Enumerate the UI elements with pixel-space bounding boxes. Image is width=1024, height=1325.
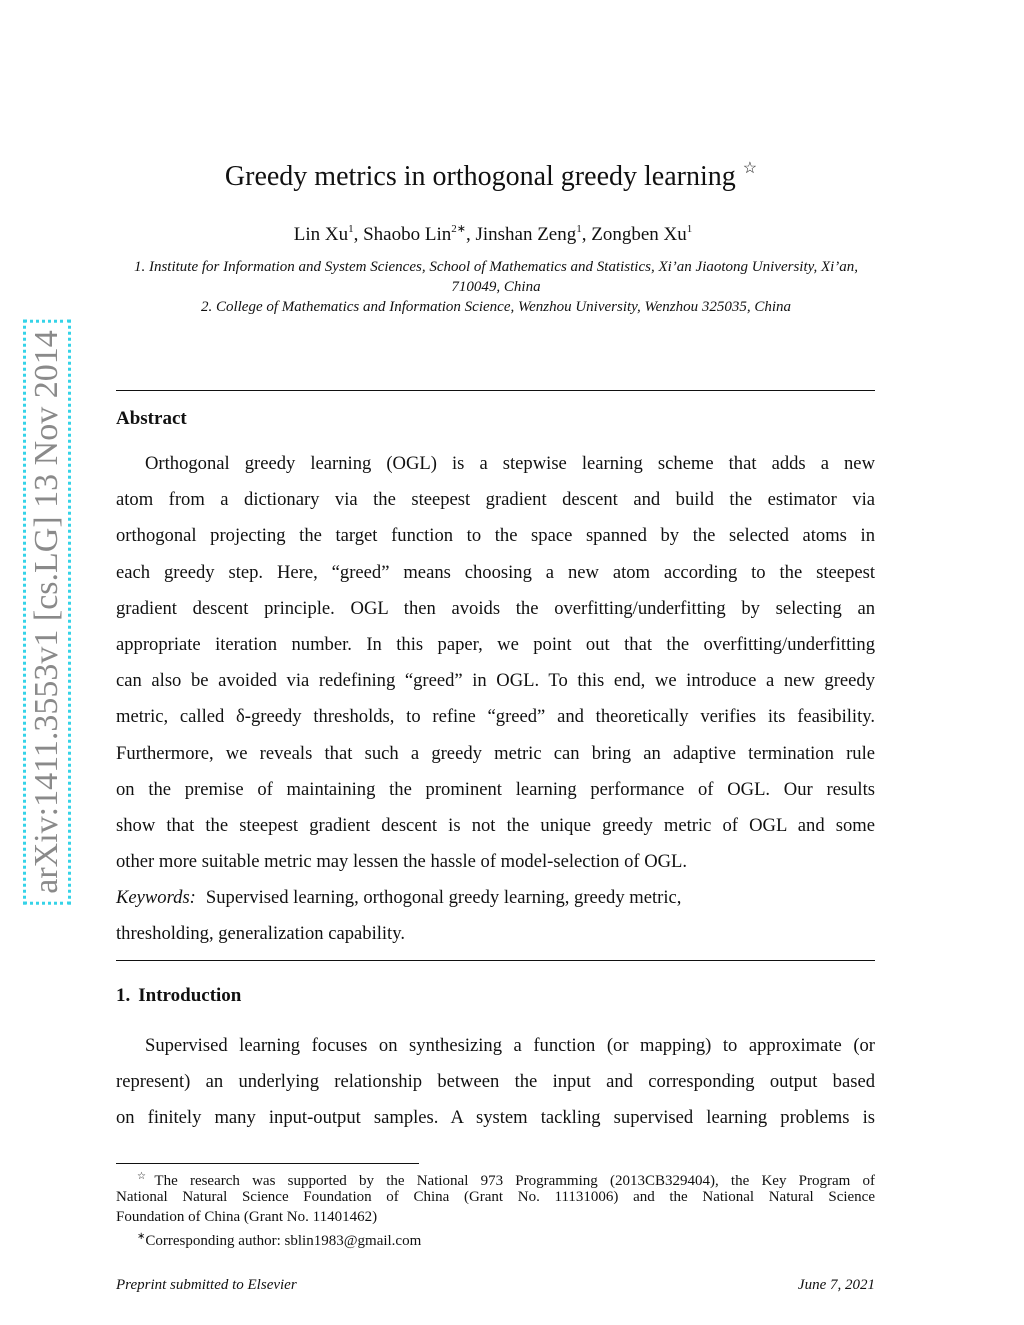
author-affiliation-mark: 1 — [348, 223, 354, 235]
intro-line: on finitely many input-output samples. A system tackling supervised learning problems is — [116, 1107, 875, 1129]
footnote-1-line: Foundation of China (Grant No. 11401462) — [116, 1209, 378, 1225]
introduction-body — [116, 1028, 875, 1137]
abstract-line: atom from a dictionary via the steepest gradient descent and build the estimator via — [116, 489, 875, 511]
author-name: Shaobo Lin — [363, 224, 452, 245]
abstract-line: show that the steepest gradient descent is not the unique greedy metric of OGL and some — [116, 814, 875, 836]
footer-preprint-note: Preprint submitted to Elsevier — [116, 1277, 297, 1293]
abstract-line: can also be avoided via redefining “greed” in OGL. To this end, we introduce a new greedy — [116, 670, 875, 692]
intro-line: Supervised learning focuses on synthesizing a function (or mapping) to approximate (or — [145, 1035, 875, 1056]
abstract-top-rule — [116, 390, 875, 391]
footnote-1-line — [116, 1167, 875, 1187]
keywords-line-2: thresholding, generalization capability. — [116, 923, 405, 945]
abstract-line: each greedy step. Here, “greed” means choosing a new atom according to the steepest — [116, 561, 875, 583]
abstract-bottom-rule — [116, 960, 875, 961]
abstract-body — [116, 446, 875, 880]
author-list: Lin Xu$^1$, Shaobo Lin$^{2∗}$, Jinshan Zeng$^1$, Zongben Xu$^1$ — [293, 223, 693, 245]
abstract-line: Orthogonal greedy learning (OGL) is a stepwise learning scheme that adds a new — [145, 453, 875, 474]
author-affiliation-mark: 1 — [576, 223, 582, 235]
footnote-1-mark: ☆ — [137, 1171, 155, 1182]
keywords-line-1 — [116, 880, 875, 916]
footer-date: June 7, 2021 — [797, 1277, 875, 1293]
author-affiliation-mark: 1 — [686, 223, 693, 235]
abstract-line: appropriate iteration number. In this paper, we point out that the overfitting/underfitting — [116, 633, 875, 655]
intro-line: represent) an underlying relationship between the input and corresponding output based — [116, 1071, 875, 1093]
section-heading — [116, 985, 241, 1007]
title-text: Greedy metrics in orthogonal greedy learning — [224, 161, 736, 192]
footnote-rule — [116, 1163, 419, 1164]
affiliation-2: 2. College of Mathematics and Information Science, Wenzhou University, Wenzhou 325035, China — [200, 299, 792, 315]
arxiv-identifier[interactable]: arXiv:1411.3553v1 [cs.LG] 13 Nov 2014 — [23, 319, 71, 904]
abstract-line: on the premise of maintaining the prominent learning performance of OGL. Our results — [116, 778, 875, 800]
footnote-2-line — [116, 1227, 875, 1247]
author-name: Jinshan Zeng — [475, 224, 577, 245]
footnote-1-line: National Natural Science Foundation of China (Grant No. 11131006) and the National Natural Science — [116, 1189, 875, 1205]
keywords — [116, 880, 875, 952]
abstract-line: orthogonal projecting the target function to the space spanned by the selected atoms in — [116, 525, 875, 547]
author-name: Zongben Xu — [591, 224, 687, 245]
footnote-2-text[interactable]: Corresponding author: sblin1983@gmail.com — [145, 1233, 422, 1249]
abstract-heading: Abstract — [116, 408, 187, 429]
section-number: 1. — [116, 985, 131, 1006]
section-title: Introduction — [138, 985, 242, 1006]
footnote-2-mark: ∗ — [137, 1231, 146, 1242]
abstract-line: other more suitable metric may lessen the hassle of model-selection of OGL. — [116, 851, 688, 873]
title-footnote-mark[interactable]: ☆ — [742, 160, 758, 177]
abstract-line: metric, called δ-greedy thresholds, to refine “greed” and theoretically verifies its feasibility. — [116, 706, 875, 728]
author-affiliation-mark: 2∗ — [451, 223, 466, 235]
author-name: Lin Xu — [293, 224, 349, 245]
abstract-line: gradient descent principle. OGL then avoids the overfitting/underfitting by selecting an — [116, 597, 875, 619]
footnote-1-text: The research was supported by the National 973 Programming (2013CB329404), the Key Program of — [154, 1173, 875, 1189]
footnotes — [116, 1167, 875, 1247]
paper-title — [0, 158, 982, 193]
affiliation-1: 1. Institute for Information and System Sciences, School of Mathematics and Statistics, Xi’an Jiaotong University, Xi’an, 710049, China — [133, 259, 859, 295]
abstract-line: Furthermore, we reveals that such a greedy metric can bring an adaptive termination rule — [116, 742, 875, 764]
keywords-label: Keywords: — [116, 887, 196, 908]
keywords-text: Supervised learning, orthogonal greedy learning, greedy metric, — [205, 887, 682, 908]
